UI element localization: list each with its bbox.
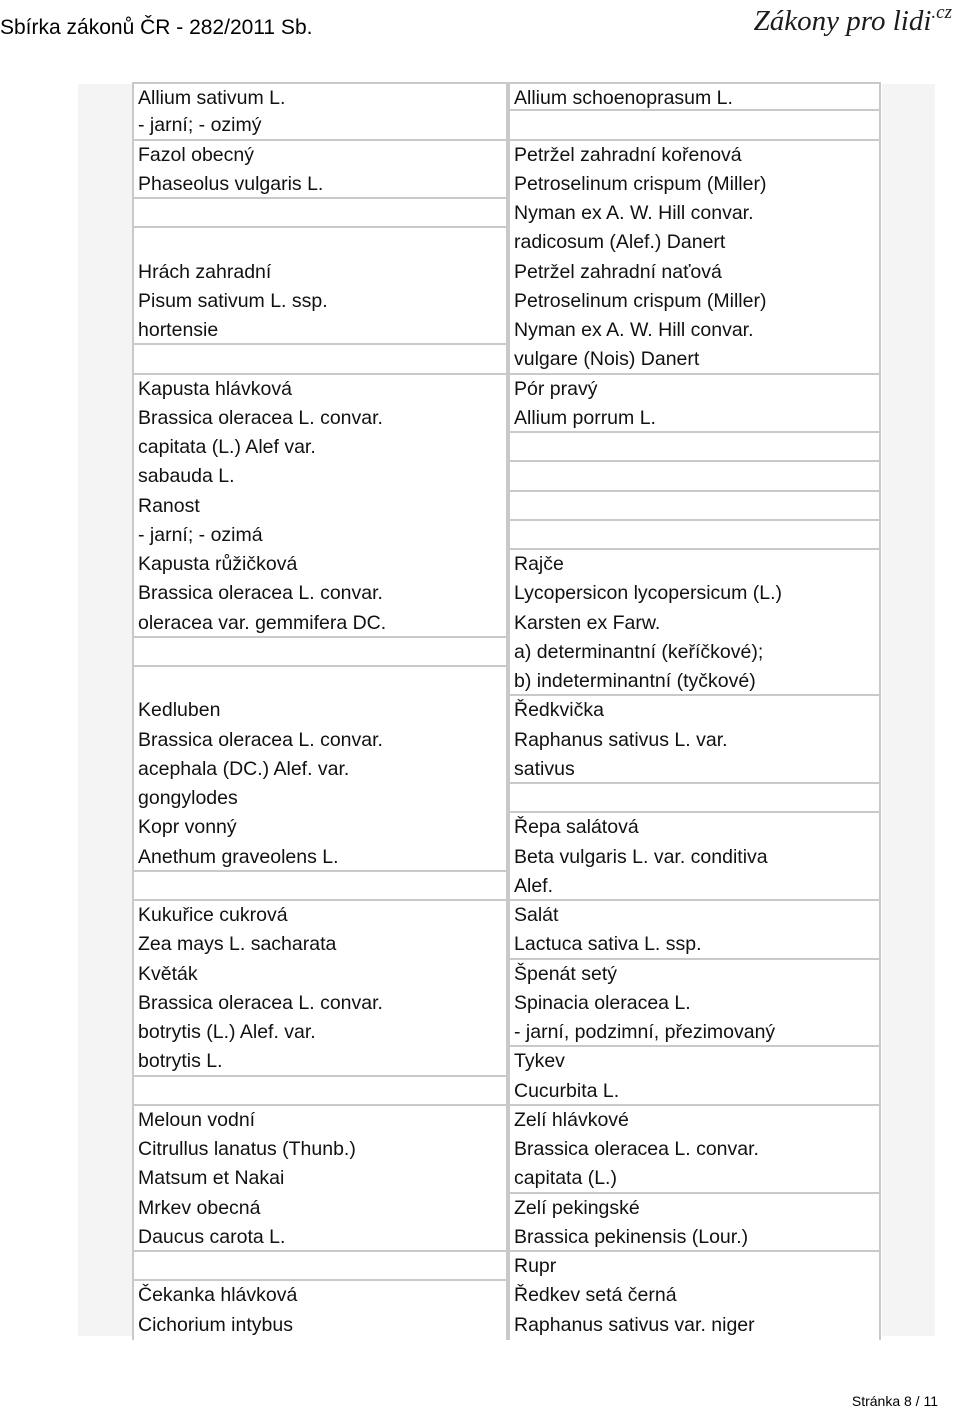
left-table-row: sabauda L. (132, 462, 508, 491)
left-table-row: Kopr vonný (132, 813, 508, 842)
right-table-row: sativus (508, 755, 881, 784)
right-table-row: Rajče (508, 550, 881, 579)
left-table-row: Anethum graveolens L. (132, 843, 508, 872)
left-table-row: Allium sativum L. (132, 82, 508, 111)
left-table-row: Brassica oleracea L. convar. (132, 726, 508, 755)
left-table-row: Meloun vodní (132, 1106, 508, 1135)
site-logo (754, 2, 952, 38)
right-table-row: Petroselinum crispum (Miller) (508, 287, 881, 316)
right-table-row: Nyman ex A. W. Hill convar. (508, 199, 881, 228)
document-title: Sbírka zákonů ČR - 282/2011 Sb. (0, 16, 313, 39)
right-table-row (508, 492, 881, 521)
right-table-row: Alef. (508, 872, 881, 901)
right-table-row: Rupr (508, 1252, 881, 1281)
right-table-row: radicosum (Alef.) Danert (508, 228, 881, 257)
left-table-row: Kapusta růžičková (132, 550, 508, 579)
left-table-row: Čekanka hlávková (132, 1281, 508, 1310)
right-table-row: Beta vulgaris L. var. conditiva (508, 843, 881, 872)
left-table-row: botrytis L. (132, 1047, 508, 1076)
left-table-row: Matsum et Nakai (132, 1164, 508, 1193)
right-table-row: Zelí hlávkové (508, 1106, 881, 1135)
right-table-row: Salát (508, 901, 881, 930)
right-table-row: Tykev (508, 1047, 881, 1076)
right-table-row (508, 111, 881, 140)
table-left-column (132, 82, 508, 1340)
right-table-row (508, 433, 881, 462)
left-table-row: Cichorium intybus (132, 1311, 508, 1340)
left-table-row: Phaseolus vulgaris L. (132, 170, 508, 199)
left-table-row: - jarní; - ozimý (132, 111, 508, 140)
right-table-row: Raphanus sativus L. var. (508, 726, 881, 755)
right-table-row: Řepa salátová (508, 813, 881, 842)
left-table-row: Daucus carota L. (132, 1223, 508, 1252)
right-table-row: Lactuca sativa L. ssp. (508, 930, 881, 959)
left-table-row: botrytis (L.) Alef. var. (132, 1018, 508, 1047)
right-table-row: Brassica pekinensis (Lour.) (508, 1223, 881, 1252)
left-table-row: capitata (L.) Alef var. (132, 433, 508, 462)
right-table-row: Brassica oleracea L. convar. (508, 1135, 881, 1164)
left-table-row: Kapusta hlávková (132, 375, 508, 404)
right-table-row: vulgare (Nois) Danert (508, 345, 881, 374)
left-table-row: Brassica oleracea L. convar. (132, 989, 508, 1018)
left-table-row (132, 1252, 508, 1281)
right-table-row: Allium porrum L. (508, 404, 881, 433)
right-table-row: Ředkev setá černá (508, 1281, 881, 1310)
right-table-row: Zelí pekingské (508, 1194, 881, 1223)
left-table-row: Hrách zahradní (132, 258, 508, 287)
left-table-row: Kedluben (132, 696, 508, 725)
right-table-row: Lycopersicon lycopersicum (L.) (508, 579, 881, 608)
right-table-row: Cucurbita L. (508, 1077, 881, 1106)
left-table-row (132, 345, 508, 374)
left-table-row: Brassica oleracea L. convar. (132, 579, 508, 608)
right-table-row: Špenát setý (508, 960, 881, 989)
right-table-row (508, 462, 881, 491)
right-table-row: capitata (L.) (508, 1164, 881, 1193)
left-table-row: Ranost (132, 492, 508, 521)
left-table-row: Fazol obecný (132, 141, 508, 170)
left-table-row (132, 667, 508, 696)
left-table-row: oleracea var. gemmifera DC. (132, 609, 508, 638)
right-table-row: - jarní, podzimní, přezimovaný (508, 1018, 881, 1047)
left-table-row (132, 228, 508, 257)
left-table-row: Mrkev obecná (132, 1194, 508, 1223)
left-table-row: acephala (DC.) Alef. var. (132, 755, 508, 784)
left-table-row (132, 872, 508, 901)
left-table-row: gongylodes (132, 784, 508, 813)
left-table-row: Květák (132, 960, 508, 989)
right-table-row: Raphanus sativus var. niger (508, 1311, 881, 1340)
right-table-row: Nyman ex A. W. Hill convar. (508, 316, 881, 345)
left-table-row (132, 638, 508, 667)
left-table-row (132, 1077, 508, 1106)
right-table-row: a) determinantní (keříčkové); (508, 638, 881, 667)
right-table-row: Petroselinum crispum (Miller) (508, 170, 881, 199)
left-table-row: - jarní; - ozimá (132, 521, 508, 550)
right-table-row: Petržel zahradní kořenová (508, 141, 881, 170)
right-table-row: Spinacia oleracea L. (508, 989, 881, 1018)
right-table-row: Allium schoenoprasum L. (508, 82, 881, 111)
right-table-row: Pór pravý (508, 375, 881, 404)
right-table-row: Ředkvička (508, 696, 881, 725)
right-table-row: Karsten ex Farw. (508, 609, 881, 638)
left-table-row (132, 199, 508, 228)
logo-text: Zákony pro lidi (753, 5, 932, 37)
left-table-row: Zea mays L. sacharata (132, 930, 508, 959)
left-table-row: Kukuřice cukrová (132, 901, 508, 930)
left-table-row: Citrullus lanatus (Thunb.) (132, 1135, 508, 1164)
right-table-row: b) indeterminantní (tyčkové) (508, 667, 881, 696)
table-right-column (508, 82, 881, 1340)
right-table-row: Petržel zahradní naťová (508, 258, 881, 287)
left-table-row: Pisum sativum L. ssp. (132, 287, 508, 316)
right-table-row (508, 521, 881, 550)
page-number: Stránka 8 / 11 (851, 1393, 938, 1409)
logo-suffix: .cz (931, 2, 952, 23)
left-table-row: Brassica oleracea L. convar. (132, 404, 508, 433)
right-table-row (508, 784, 881, 813)
left-table-row: hortensie (132, 316, 508, 345)
